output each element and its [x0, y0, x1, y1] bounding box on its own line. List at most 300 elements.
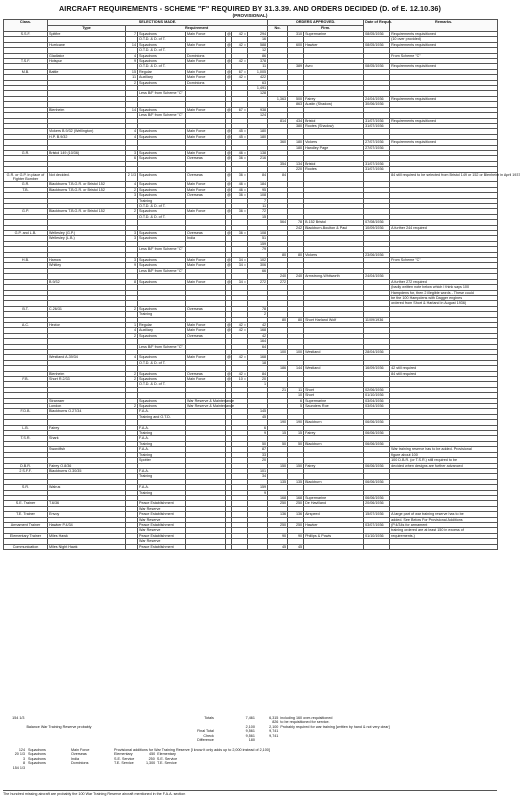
- requirement-cell: 45: [248, 414, 268, 419]
- type-cell: Blenheim: [48, 371, 126, 376]
- rate-cell: 67 =: [232, 107, 248, 112]
- requirement-cell: 294: [248, 32, 268, 37]
- additions-b: Squadrons: [28, 756, 46, 761]
- date-cell: 31/07/1936: [364, 167, 390, 172]
- totals-no: 9,561: [245, 729, 255, 734]
- requirement-cell: 168: [248, 355, 268, 360]
- date-cell: 06/06/1936: [364, 463, 390, 468]
- role-cell: Main Force: [186, 328, 226, 333]
- selected-number-cell: 15: [268, 431, 288, 436]
- type-cell: Blackburns T.B.G.R. or Bristol 152: [48, 209, 126, 214]
- selected-number-cell: 272: [268, 279, 288, 284]
- role-cell: Main Force: [186, 279, 226, 284]
- type-cell: Battle: [48, 69, 126, 74]
- type-cell: London: [48, 404, 126, 409]
- class-cell: D.B.R.: [4, 463, 48, 468]
- rate-cell: 42 =: [232, 75, 248, 80]
- role-cell: Main Force: [186, 42, 226, 47]
- unit-cell: Squadrons: [138, 231, 186, 236]
- additions-b: Squadrons: [28, 752, 46, 757]
- firm-cell: Saunders Roe: [304, 404, 364, 409]
- additions-c: Dominions: [71, 761, 89, 766]
- role-cell: Main Force: [186, 322, 226, 327]
- rate-cell: 42 =: [232, 322, 248, 327]
- role-cell: Overseas: [186, 306, 226, 311]
- selected-number-cell: 564: [268, 220, 288, 225]
- count-cell: 2: [126, 333, 138, 338]
- order-number-cell: 310: [288, 32, 304, 37]
- unit-cell: O.T.D. & D. of T.: [138, 382, 186, 387]
- role-cell: Main Force: [186, 59, 226, 64]
- firm-cell: Short: [304, 393, 364, 398]
- class-cell: F.D.B.: [4, 409, 48, 414]
- date-cell: 20/06/1936: [364, 501, 390, 506]
- order-number-cell: 5: [288, 404, 304, 409]
- remarks-cell: A large part of war training reserve has to be: [390, 512, 498, 517]
- unit-cell: Training and O.T.D.: [138, 414, 186, 419]
- unit-cell: Training: [138, 441, 186, 446]
- requirement-cell: 422: [248, 75, 268, 80]
- rate-cell: 34 =: [232, 279, 248, 284]
- order-number-cell: 45: [288, 544, 304, 549]
- count-cell: 4: [126, 355, 138, 360]
- remarks-cell: 84 still required: [390, 371, 498, 376]
- rate-cell: 67 =: [232, 69, 248, 74]
- requirement-cell: 101: [248, 468, 268, 473]
- type-cell: Stranraer: [48, 398, 126, 403]
- selected-number-cell: 50: [268, 441, 288, 446]
- unit-cell: O.T.D. & D. of T.: [138, 48, 186, 53]
- unit-cell: Auxiliary: [138, 75, 186, 80]
- firm-cell: Avro: [304, 64, 364, 69]
- at-cell: @: [227, 129, 231, 134]
- type-cell: Shark: [48, 436, 126, 441]
- totals-no: 180: [248, 738, 255, 743]
- order-number-cell: 80: [288, 252, 304, 257]
- firm-cell: Supermarine: [304, 398, 364, 403]
- firm-cell: Hawker: [304, 42, 364, 47]
- requirement-cell: 9: [248, 490, 268, 495]
- requirement-cell: 6: [248, 425, 268, 430]
- firm-cell: Rootes (Shadow): [304, 123, 364, 128]
- totals-firm: including 160 over-requisitioned: [280, 716, 333, 720]
- firm-cell: Hawker: [304, 522, 364, 527]
- unit-cell: Less B/F from Scheme "C": [138, 268, 186, 273]
- selected-number-cell: 360: [268, 140, 288, 145]
- unit-cell: Squadrons: [138, 306, 186, 311]
- firm-cell: Armstrong-Whitworth: [304, 274, 364, 279]
- count-cell: 9: [126, 263, 138, 268]
- rate-cell: 36 =: [232, 172, 248, 182]
- firm-cell: Airspeed: [304, 512, 364, 517]
- requirement-cell: 272: [248, 279, 268, 284]
- header-type: Type: [48, 26, 126, 32]
- requirement-cell: 11: [248, 204, 268, 209]
- role-cell: Main Force: [186, 263, 226, 268]
- requirement-cell: 1,491: [248, 86, 268, 91]
- role-cell: Main Force: [186, 75, 226, 80]
- at-cell: @: [227, 209, 231, 214]
- additions-a: 3: [22, 756, 25, 761]
- count-cell: 4: [126, 328, 138, 333]
- date-cell: 03/04/1936: [364, 404, 390, 409]
- unit-cell: Less B/F from Scheme "C": [138, 91, 186, 96]
- date-cell: 06/06/1936: [364, 431, 390, 436]
- header-firm: Firm.: [288, 26, 364, 32]
- order-number-cell: 380: [288, 123, 304, 128]
- at-cell: @: [227, 69, 231, 74]
- requirement-cell: 102: [248, 258, 268, 263]
- remarks-cell: (10 over provided): [390, 37, 498, 42]
- totals-unit: [26, 738, 174, 742]
- type-cell: B.9/32: [48, 279, 126, 284]
- unit-cell: Squadrons: [138, 129, 186, 134]
- rate-cell: 46 =: [232, 187, 248, 192]
- role-cell: Main Force: [186, 187, 226, 192]
- totals-ono: [257, 738, 280, 742]
- document-title: AIRCRAFT REQUIREMENTS - SCHEME "F" REQUIRED BY 31.3.39. AND ORDERS DECIDED (D. of E. 12.10.36): [58, 4, 442, 13]
- date-cell: 31/07/1936: [364, 118, 390, 123]
- order-number-cell: 434: [288, 118, 304, 123]
- firm-cell: [304, 172, 364, 182]
- additions-c: India: [71, 756, 79, 761]
- order-number-cell: 180: [288, 140, 304, 145]
- firm-cell: Westland: [304, 349, 364, 354]
- requirement-cell: 12: [248, 48, 268, 53]
- remarks-cell: Hampdens for, then 2 illegible words - These could: [390, 290, 498, 295]
- date-cell: 27/07/1936: [364, 145, 390, 150]
- unit-cell: Squadrons: [138, 404, 186, 409]
- unit-cell: Training: [138, 490, 186, 495]
- type-cell: Blackburns T.B.G.R. or Bristol 152: [48, 187, 126, 192]
- rate-cell: 10 =: [232, 377, 248, 382]
- rate-cell: 42 =: [232, 328, 248, 333]
- date-cell: 15/07/1936: [364, 512, 390, 517]
- date-cell: 31/07/1936: [364, 123, 390, 128]
- unit-cell: Less B/F from Scheme "C": [138, 247, 186, 252]
- additions-a: 20 1/3: [14, 752, 25, 757]
- additions-b: [28, 766, 71, 770]
- order-number-cell: 78: [288, 220, 304, 225]
- unit-cell: Squadrons: [138, 42, 186, 47]
- type-cell: Hawker P.4/34: [48, 522, 126, 527]
- unit-cell: War Reserve: [138, 528, 186, 533]
- at-cell: @: [227, 32, 231, 36]
- unit-cell: F.A.A.: [138, 468, 186, 473]
- date-cell: [364, 172, 390, 182]
- count-cell: 6: [126, 156, 138, 161]
- remarks-cell: 84 still required to be selected from Bristol 149 or 152 or Blenheim in April 1937: [390, 172, 498, 182]
- selected-number-cell: 80: [268, 317, 288, 322]
- unit-cell: F.A.A.: [138, 436, 186, 441]
- class-cell: G.R. or G.P. in place of Fighter Bomber: [4, 172, 48, 182]
- role-cell: Overseas: [186, 156, 226, 161]
- role-cell: Main Force: [186, 134, 226, 139]
- totals-n: 154 1/3: [12, 716, 25, 720]
- requirement-cell: 95: [248, 187, 268, 192]
- remarks-cell: Requirements requisitioned: [390, 42, 498, 47]
- totals-row: [3, 738, 497, 742]
- at-cell: @: [227, 377, 231, 381]
- count-cell: 15: [126, 69, 138, 74]
- order-number-cell: 144: [288, 366, 304, 371]
- additions-d: Elementary 450 Elementary: [114, 752, 176, 757]
- unit-cell: Spotter: [138, 458, 186, 463]
- selected-number-cell: 84: [268, 172, 288, 182]
- date-cell: 01/10/1936: [364, 533, 390, 538]
- requirement-cell: 9: [248, 431, 268, 436]
- unit-cell: Squadrons: [138, 150, 186, 155]
- type-cell: Not decided.: [48, 172, 126, 182]
- requirement-cell: 184: [248, 182, 268, 187]
- role-cell: Overseas: [186, 333, 226, 338]
- type-cell: Hector: [48, 322, 126, 327]
- requirement-cell: 16: [248, 37, 268, 42]
- at-cell: @: [227, 371, 231, 376]
- unit-cell: O.T.D. & D. of T.: [138, 360, 186, 365]
- requirement-cell: 164: [248, 339, 268, 344]
- requirement-cell: 72: [248, 209, 268, 214]
- totals-unit: Balance War Training Reserve probably: [26, 724, 92, 729]
- date-cell: [364, 544, 390, 549]
- count-cell: 2: [126, 306, 138, 311]
- unit-cell: Squadrons: [138, 333, 186, 338]
- role-cell: Main Force: [186, 355, 226, 360]
- role-cell: Main Force: [186, 32, 226, 37]
- totals-no: 2,100: [245, 724, 255, 729]
- at-cell: @: [227, 355, 231, 360]
- count-cell: 11: [126, 75, 138, 80]
- unit-cell: Squadrons: [138, 32, 186, 37]
- class-cell: G.P. and L.B.: [4, 231, 48, 236]
- unit-cell: Regular: [138, 322, 186, 327]
- class-cell: A.C.: [4, 322, 48, 327]
- date-cell: 23/06/1936: [364, 252, 390, 257]
- type-cell: Bristol 149 (10/36): [48, 150, 126, 155]
- unit-cell: Training: [138, 474, 186, 479]
- remarks-cell: Requirements requisitioned: [390, 64, 498, 69]
- unit-cell: War Reserve: [138, 506, 186, 511]
- totals-no: 9,561: [245, 733, 255, 738]
- order-number-cell: 500: [288, 96, 304, 101]
- selected-number-cell: 814: [268, 118, 288, 123]
- date-cell: 11/09/1936: [364, 317, 390, 322]
- remarks-cell: Requirements requisitioned: [390, 118, 498, 123]
- requirement-cell: 34: [248, 474, 268, 479]
- order-number-cell: 100: [288, 349, 304, 354]
- requirement-cell: 128: [248, 91, 268, 96]
- at-cell: @: [227, 150, 231, 155]
- count-cell: 2: [126, 209, 138, 214]
- additions-a: 8: [22, 761, 25, 766]
- remarks-cell: 42 still required: [390, 366, 498, 371]
- requirement-cell: 108: [248, 231, 268, 236]
- rate-cell: 36 =: [232, 209, 248, 214]
- requirement-cell: 159: [248, 241, 268, 246]
- firm-cell: Supermarine: [304, 495, 364, 500]
- rate-cell: 36 =: [232, 231, 248, 236]
- at-cell: @: [226, 172, 232, 182]
- requirement-cell: 18: [248, 360, 268, 365]
- date-cell: 24/04/1936: [364, 274, 390, 279]
- role-cell: Dominions: [186, 53, 226, 58]
- unit-cell: Squadrons: [138, 209, 186, 214]
- class-cell: F.B.: [4, 377, 48, 382]
- order-number-cell: 80: [288, 317, 304, 322]
- rate-cell: 42 =: [232, 59, 248, 64]
- selected-number-cell: 168: [268, 495, 288, 500]
- selected-number-cell: 136: [268, 512, 288, 517]
- rate-cell: 46 =: [232, 150, 248, 155]
- class-cell: G.P.: [4, 209, 48, 214]
- totals-n: [3, 738, 26, 742]
- unit-cell: F.A.A.: [138, 425, 186, 430]
- remarks-cell: Requirements requisitioned: [390, 32, 498, 37]
- date-cell: 08/05/1936: [364, 42, 390, 47]
- firm-cell: Vickers: [304, 140, 364, 145]
- order-number-cell: 240: [288, 274, 304, 279]
- order-number-cell: 180: [288, 145, 304, 150]
- class-cell: T.S.F.: [4, 59, 48, 64]
- selected-number-cell: 45: [268, 544, 288, 549]
- rate-cell: 42 =: [232, 42, 248, 47]
- unit-cell: Squadrons: [138, 107, 186, 112]
- unit-cell: Training: [138, 431, 186, 436]
- provisional-additions-block: [3, 748, 497, 770]
- rate-cell: 34 =: [232, 263, 248, 268]
- firm-cell: Supermarine: [304, 32, 364, 37]
- firm-cell: Short Harland Wolf: [304, 317, 364, 322]
- remarks-cell: War training reserve has to be added. Provisional: [390, 447, 498, 452]
- unit-cell: Squadrons: [138, 59, 186, 64]
- table-body: [4, 32, 520, 550]
- class-cell: Elementary Trainer: [4, 533, 48, 538]
- unit-cell: O.T.D. & D. of T.: [138, 204, 186, 209]
- count-cell: 4: [126, 134, 138, 139]
- count-cell: 3: [126, 150, 138, 155]
- firm-cell: Austin (Shadow): [304, 102, 364, 107]
- remarks-cell: [390, 544, 498, 549]
- additions-d: T.E. Service 1,300 T.E. Service: [114, 761, 177, 766]
- order-number-cell: 11: [288, 387, 304, 392]
- unit-cell: Squadrons: [138, 193, 186, 198]
- role-cell: Dominions: [186, 80, 226, 85]
- type-cell: Vickers B.9/32 (Wellington): [48, 129, 126, 134]
- requirement-cell: 180: [248, 134, 268, 139]
- count-cell: 3: [126, 236, 138, 241]
- firm-cell: B.152 Bristol: [304, 220, 364, 225]
- firm-cell: Fairey: [304, 96, 364, 101]
- requirement-cell: 306: [248, 263, 268, 268]
- requirement-cell: 1: [248, 382, 268, 387]
- unit-cell: Squadrons: [138, 182, 186, 187]
- requirement-cell: 84: [248, 172, 268, 182]
- unit-cell: F.A.A.: [138, 447, 186, 452]
- order-number-cell: 250: [288, 501, 304, 506]
- date-cell: 31/07/1936: [364, 161, 390, 166]
- unit-cell: Squadrons: [138, 156, 186, 161]
- count-cell: 2: [126, 80, 138, 85]
- at-cell: @: [227, 279, 231, 284]
- count-cell: 3: [126, 231, 138, 236]
- order-number-cell: 50: [288, 441, 304, 446]
- type-cell: T.6/36: [48, 501, 126, 506]
- role-cell: War Reserve & Maintenance: [187, 404, 235, 409]
- totals-firm: Probably required for war training [written by hand & not very clear]: [280, 724, 390, 729]
- additions-d: S.E. Service 250 S.E. Service: [114, 756, 178, 761]
- firm-cell: Blackburn: [304, 441, 364, 446]
- type-cell: Fairey O.8/36: [48, 463, 126, 468]
- date-cell: 16/09/1936: [364, 366, 390, 371]
- role-cell: Main Force: [186, 377, 226, 382]
- additions-d: [114, 766, 497, 770]
- header-class: Class.: [4, 20, 48, 32]
- at-cell: @: [227, 182, 231, 187]
- order-number-cell: 250: [288, 522, 304, 527]
- rate-cell: 36 =: [232, 193, 248, 198]
- order-number-cell: 242: [288, 225, 304, 230]
- class-cell: M.B.: [4, 69, 48, 74]
- requirement-cell: 20: [248, 377, 268, 382]
- remarks-cell: 100 D.B.R. (or T.S.R.) still required to be: [390, 458, 498, 463]
- totals-role: Check: [203, 733, 214, 738]
- additions-c: Main Force: [71, 748, 90, 752]
- selected-number-cell: 250: [268, 522, 288, 527]
- requirement-cell: [248, 544, 268, 549]
- additions-row: [3, 766, 497, 770]
- firm-cell: Handley Page: [304, 145, 364, 150]
- role-cell: Main Force: [186, 209, 226, 214]
- role-cell: Main Force: [186, 150, 226, 155]
- date-cell: 30/06/1936: [364, 102, 390, 107]
- additions-c: Overseas: [71, 752, 87, 757]
- requirement-cell: 124: [248, 113, 268, 118]
- selected-number-cell: 1,363: [268, 96, 288, 101]
- unit-cell: Squadrons: [138, 355, 186, 360]
- rate-cell: 42 =: [232, 371, 248, 376]
- type-cell: Blackburns O.27/34: [48, 409, 126, 414]
- unit-cell: War Reserve: [138, 539, 186, 544]
- count-cell: 2 1/3: [126, 172, 138, 182]
- order-number-cell: [288, 172, 304, 182]
- totals-ono: 826: [272, 720, 279, 725]
- type-cell: Swordfish: [48, 447, 126, 452]
- count-cell: 8: [126, 279, 138, 284]
- remarks-cell: added. See Below For Provisional Additions: [390, 517, 498, 522]
- firm-cell: Phillips & Powis: [304, 533, 364, 538]
- type-cell: Blackburns T.B.G.R. or Bristol 152: [48, 182, 126, 187]
- date-cell: 06/06/1936: [364, 495, 390, 500]
- firm-cell: Fairey: [304, 431, 364, 436]
- type-cell: Envoy: [48, 512, 126, 517]
- count-cell: 4: [126, 53, 138, 58]
- unit-cell: Less B/F from Scheme "C": [138, 113, 186, 118]
- unit-cell: Squadrons: [138, 172, 186, 182]
- table-row: [4, 172, 498, 182]
- requirement-cell: 2: [248, 312, 268, 317]
- firm-cell: Short: [304, 387, 364, 392]
- unit-cell: Squadrons: [138, 236, 186, 241]
- requirement-cell: 42: [248, 333, 268, 338]
- role-cell: Overseas: [186, 193, 226, 198]
- remarks-cell: requirements.): [390, 533, 498, 538]
- unit-cell: O.T.D. & D. of T.: [138, 64, 186, 69]
- type-cell: Wellesley (G.P.): [48, 231, 126, 236]
- count-cell: 1: [126, 322, 138, 327]
- unit-cell: Peace Establishment: [138, 544, 186, 549]
- at-cell: @: [227, 258, 231, 263]
- totals-role: Difference: [197, 738, 214, 743]
